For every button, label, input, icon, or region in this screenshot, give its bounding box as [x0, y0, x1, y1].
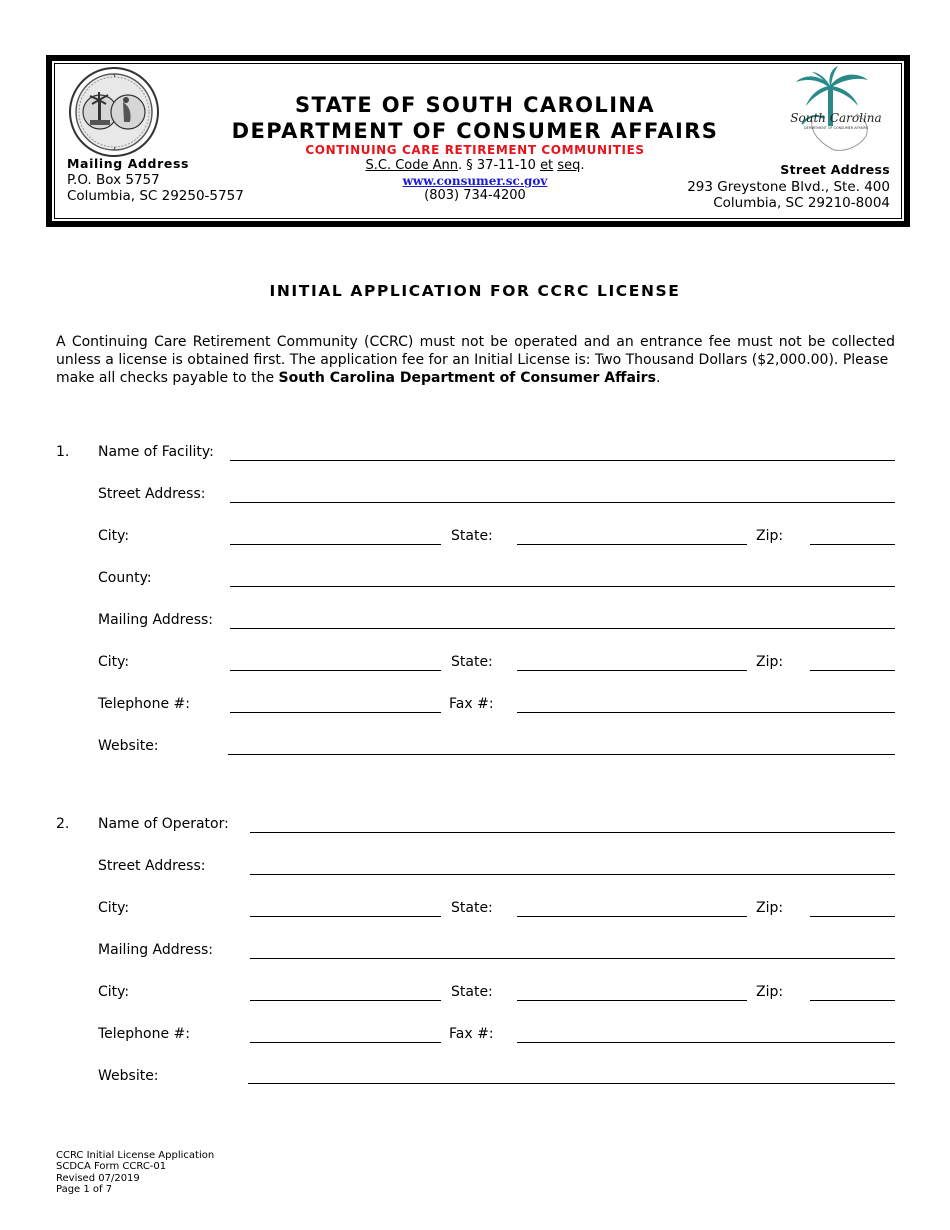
code-end: .: [580, 158, 585, 173]
operator-mailing-label: Mailing Address:: [98, 942, 214, 958]
code-section: . § 37-11-10: [458, 158, 541, 173]
operator-state-label: State:: [451, 900, 493, 916]
facility-state-field[interactable]: [517, 544, 747, 545]
facility-state-label: State:: [451, 528, 493, 544]
mailing-address-line2: Columbia, SC 29250-5757: [67, 188, 244, 204]
footer-form-number: SCDCA Form CCRC-01: [56, 1161, 167, 1173]
facility-name-field[interactable]: [230, 460, 895, 461]
palm-logo-small-text: DEPARTMENT OF CONSUMER AFFAIRS: [804, 126, 868, 130]
operator-telephone-label: Telephone #:: [98, 1026, 190, 1042]
facility-city-field[interactable]: [230, 544, 441, 545]
operator-name-label: Name of Operator:: [98, 816, 229, 832]
operator-city-label: City:: [98, 900, 130, 916]
operator-state-field[interactable]: [517, 916, 747, 917]
footer-revision: Revised 07/2019: [56, 1172, 140, 1184]
facility-zip2-field[interactable]: [810, 670, 895, 671]
street-address-line1: 293 Greystone Blvd., Ste. 400: [687, 178, 890, 195]
operator-street-field[interactable]: [250, 874, 895, 875]
intro-last-line: [56, 369, 895, 387]
facility-fax-label: Fax #:: [449, 696, 494, 712]
operator-state2-label: State:: [451, 984, 493, 1000]
operator-website-label: Website:: [98, 1068, 159, 1084]
facility-zip2-label: Zip:: [756, 654, 784, 670]
state-name: STATE OF SOUTH CAROLINA: [294, 93, 656, 117]
code-citation: [200, 158, 750, 174]
footer-page-number: Page 1 of 7: [56, 1183, 113, 1195]
mailing-address-label: Mailing Address: [67, 156, 190, 171]
operator-telephone-field[interactable]: [250, 1042, 441, 1043]
operator-zip-field[interactable]: [810, 916, 895, 917]
facility-state2-field[interactable]: [517, 670, 747, 671]
facility-zip-label: Zip:: [756, 528, 784, 544]
facility-fax-field[interactable]: [517, 712, 895, 713]
facility-telephone-field[interactable]: [230, 712, 441, 713]
facility-city-label: City:: [98, 528, 130, 544]
form-footer: [56, 1150, 214, 1195]
agency-header: [200, 92, 750, 204]
operator-mailing-field[interactable]: [250, 958, 895, 959]
code-seq: seq: [557, 158, 581, 173]
state-seal-icon: [68, 66, 160, 158]
intro-payee: South Carolina Department of Consumer Affairs: [278, 370, 656, 386]
operator-zip2-field[interactable]: [810, 1000, 895, 1001]
facility-mailing-label: Mailing Address:: [98, 612, 214, 628]
operator-city2-label: City:: [98, 984, 130, 1000]
facility-street-label: Street Address:: [98, 486, 206, 502]
palm-logo-text: South Carolina: [790, 111, 882, 125]
facility-state2-label: State:: [451, 654, 493, 670]
facility-city2-field[interactable]: [230, 670, 441, 671]
facility-county-label: County:: [98, 570, 152, 586]
operator-fax-label: Fax #:: [449, 1026, 494, 1042]
facility-website-field[interactable]: [228, 754, 895, 755]
intro-text: A Continuing Care Retirement Community (CCRC) must not be operated and an entrance fee must not be collected unless a license is obtained first. The application fee for an Initial License is: Two Thousand Dollars ($2,000.00). Please: [56, 334, 895, 368]
mailing-address-line1: P.O. Box 5757: [67, 172, 160, 188]
operator-zip-label: Zip:: [756, 900, 784, 916]
form-title: INITIAL APPLICATION FOR CCRC LICENSE: [269, 282, 681, 300]
operator-city2-field[interactable]: [250, 1000, 441, 1001]
facility-zip-field[interactable]: [810, 544, 895, 545]
south-carolina-palm-logo: [782, 64, 888, 158]
facility-county-field[interactable]: [230, 586, 895, 587]
operator-state2-field[interactable]: [517, 1000, 747, 1001]
section-2-number: 2.: [56, 816, 70, 832]
facility-telephone-label: Telephone #:: [98, 696, 190, 712]
facility-website-label: Website:: [98, 738, 159, 754]
intro-last-suffix: .: [655, 370, 661, 386]
facility-street-field[interactable]: [230, 502, 895, 503]
code-et: et: [540, 158, 554, 173]
operator-website-field[interactable]: [248, 1083, 895, 1084]
footer-form-title: CCRC Initial License Application: [56, 1150, 215, 1161]
intro-paragraph: [56, 333, 895, 387]
facility-name-label: Name of Facility:: [98, 444, 214, 460]
facility-city2-label: City:: [98, 654, 130, 670]
website-link[interactable]: www.consumer.sc.gov: [402, 174, 548, 188]
program-subtitle: CONTINUING CARE RETIREMENT COMMUNITIES: [305, 143, 645, 157]
street-address-line2: Columbia, SC 29210-8004: [713, 195, 890, 211]
operator-name-field[interactable]: [250, 832, 895, 833]
intro-last-prefix: make all checks payable to the: [56, 370, 279, 386]
street-address-label: Street Address: [780, 162, 890, 177]
operator-fax-field[interactable]: [517, 1042, 895, 1043]
operator-city-field[interactable]: [250, 916, 441, 917]
operator-zip2-label: Zip:: [756, 984, 784, 1000]
operator-street-label: Street Address:: [98, 858, 206, 874]
code-ann: S.C. Code Ann: [365, 158, 459, 173]
agency-phone: (803) 734-4200: [424, 188, 526, 203]
section-1-number: 1.: [56, 444, 70, 460]
department-name: DEPARTMENT OF CONSUMER AFFAIRS: [231, 119, 719, 143]
facility-mailing-field[interactable]: [230, 628, 895, 629]
